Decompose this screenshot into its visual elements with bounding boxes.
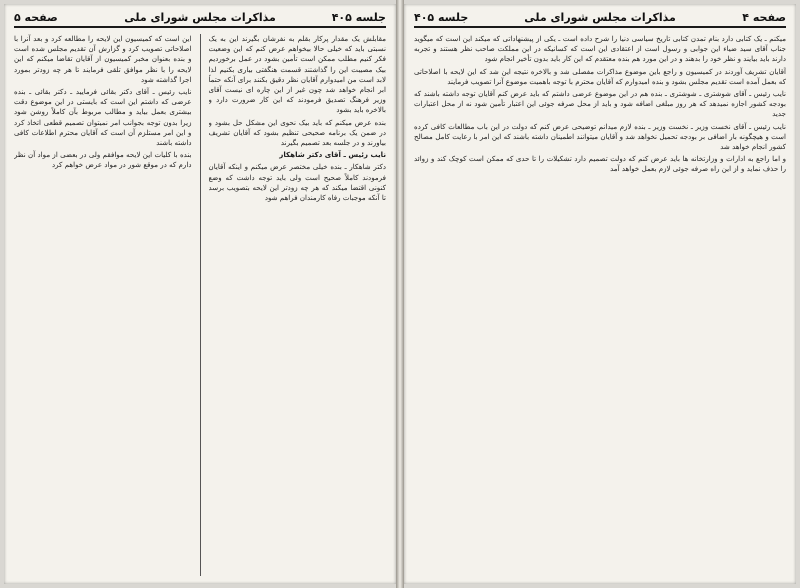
paragraph: میکنم ـ یک کتابی دارد بنام تمدن کتابی تاریخ سیاسی دنیا را شرح داده است ـ یکی از پیشنهاداتی که میکند این است که میگوید جناب آقای سید ضیاء این جوابی و رسول است از اعتقادی این است که کسانیکه در این مملکت صاحب نظر هستند و تجربه دارند باید بیایند و نظر خود را بدهند و در این مورد هم بنده معتقدم که این کار باید بدون تأخیر انجام شود: [414, 34, 786, 64]
right-page-header: [414, 10, 786, 28]
right-page: [404, 4, 796, 584]
paragraph: نایب رئیس ـ آقای نخست وزیر ـ نخست وزیر ـ بنده لازم میدانم توضیحی عرض کنم که دولت در این باب مطالعات کافی کرده است و هیچگونه بار اضافی بر بودجه تحمیل نخواهد شد و آقایان میتوانند اطمینان داشته باشند که این امر با رعایت کامل مصالح کشور انجام خواهد شد: [414, 121, 786, 152]
left-page-header: [14, 10, 386, 28]
paragraph: این است که کمیسیون این لایحه را مطالعه کرد و بعد آنرا با اصلاحاتی تصویب کرد و گزارش آن تقدیم مجلس شده است و بنده بعنوان مخبر کمیسیون از آقایان تقاضا میکنم که این لایحه را با نظر موافق تلقی فرمایند تا هر چه زودتر بمورد اجرا گذاشته شود: [14, 34, 192, 84]
left-page-columns: [14, 34, 386, 576]
book-gutter: [396, 0, 404, 588]
right-header-session: جلسه ۴۰۵: [414, 11, 469, 24]
left-header-page-number: صفحه ۵: [14, 11, 58, 24]
paragraph: آقایان تشریف آوردند در کمیسیون و راجع باین موضوع مذاکرات مفصلی شد و بالاخره نتیجه این شد که این لایحه با اصلاحاتی که بعمل آمده است تقدیم مجلس بشود و بنده امیدوارم که آقایان محترم با توجه باهمیت موضوع آنرا تصویب فرمایند: [414, 66, 786, 86]
paragraph: دکتر شاهکار ـ بنده خیلی مختصر عرض میکنم و اینکه آقایان فرمودند کاملاً صحیح است ولی باید توجه داشت که وضع کنونی اقتضا میکند که هر چه زودتر این لایحه بتصویب برسد تا آنکه موجبات رفاه کارمندان فراهم شود: [208, 162, 386, 203]
paragraph: نایب رئیس ـ آقای دکتر بقائی فرمایید ـ دکتر بقائی ـ بنده عرضی که داشتم این است که بایستی در این موضوع دقت بیشتری بعمل بیاید و مطالب مربوط بآن کاملاً روشن شود زیرا بدون توجه بجوانب امر نمیتوان تصمیم قطعی اتخاذ کرد و این امر مستلزم آن است که آقایان محترم اطلاعات کافی داشته باشند: [14, 87, 192, 148]
right-header-title: مذاکرات مجلس شورای ملی: [524, 11, 676, 24]
column-divider: [200, 34, 201, 576]
left-page-column-right: [209, 34, 387, 576]
paragraph: و اما راجع به ادارات و وزارتخانه ها باید عرض کنم که دولت تصمیم دارد تشکیلات را تا حدی که ممکن است کوچک کند و زوائد را حذف نماید و از این راه صرفه جوئی لازم بعمل خواهد آمد: [414, 154, 786, 174]
right-header-page-number: صفحه ۴: [742, 11, 786, 24]
left-page-column-left: [14, 34, 192, 576]
left-header-title: مذاکرات مجلس شورای ملی: [124, 11, 276, 24]
left-header-session: جلسه ۴۰۵: [331, 11, 386, 24]
speaker-heading: نایب رئیس ـ آقای دکتر شاهکار: [279, 150, 386, 160]
paragraph: بنده با کلیات این لایحه موافقم ولی در بعضی از مواد آن نظر دارم که در موقع شور در مواد عرض خواهم کرد: [14, 150, 192, 170]
paragraph: نایب رئیس ـ آقای شوشتری ـ شوشتری ـ بنده هم در این موضوع عرضی داشتم که باید عرض کنم آقایان توجه داشته باشند که بودجه کشور اجازه نمیدهد که هر روز مبلغی اضافه شود و باید از محل صرفه جوئی این اعتبار تأمین شود نه از محل اعتبارات جدید: [414, 89, 786, 119]
paragraph: مقابلش یک مقدار پرکار بقلم به نفرشان بگیرند این به یک نسبتی باید که خیلی حالا بیخواهم عرض کنم که این وضعیت فکر کنیم مطلب ممکن است تأمین بشود در عمل برخوردیم بیک مصیبت این را گذاشتند قسمت هنگفتی بیاری بکنیم لذا لابد است من امیدوارم آقایان نظر دقیق بکنند برای آنکه حتماً ابر انجام خواهد شد چون غیر از این چاره ای نیست آقای وزیر فرهنگ تصدیق فرمودند که این کار ضرورت دارد و بالاخره باید بشود: [208, 34, 386, 115]
paragraph: بنده عرض میکنم که باید بیک نحوی این مشکل حل بشود و در ضمن یک برنامه صحیحی تنظیم بشود که آقایان تشریف بیاورند و در جلسه بعد تصمیم بگیرند: [208, 117, 386, 148]
left-page: [4, 4, 396, 584]
right-page-body: [414, 34, 786, 576]
